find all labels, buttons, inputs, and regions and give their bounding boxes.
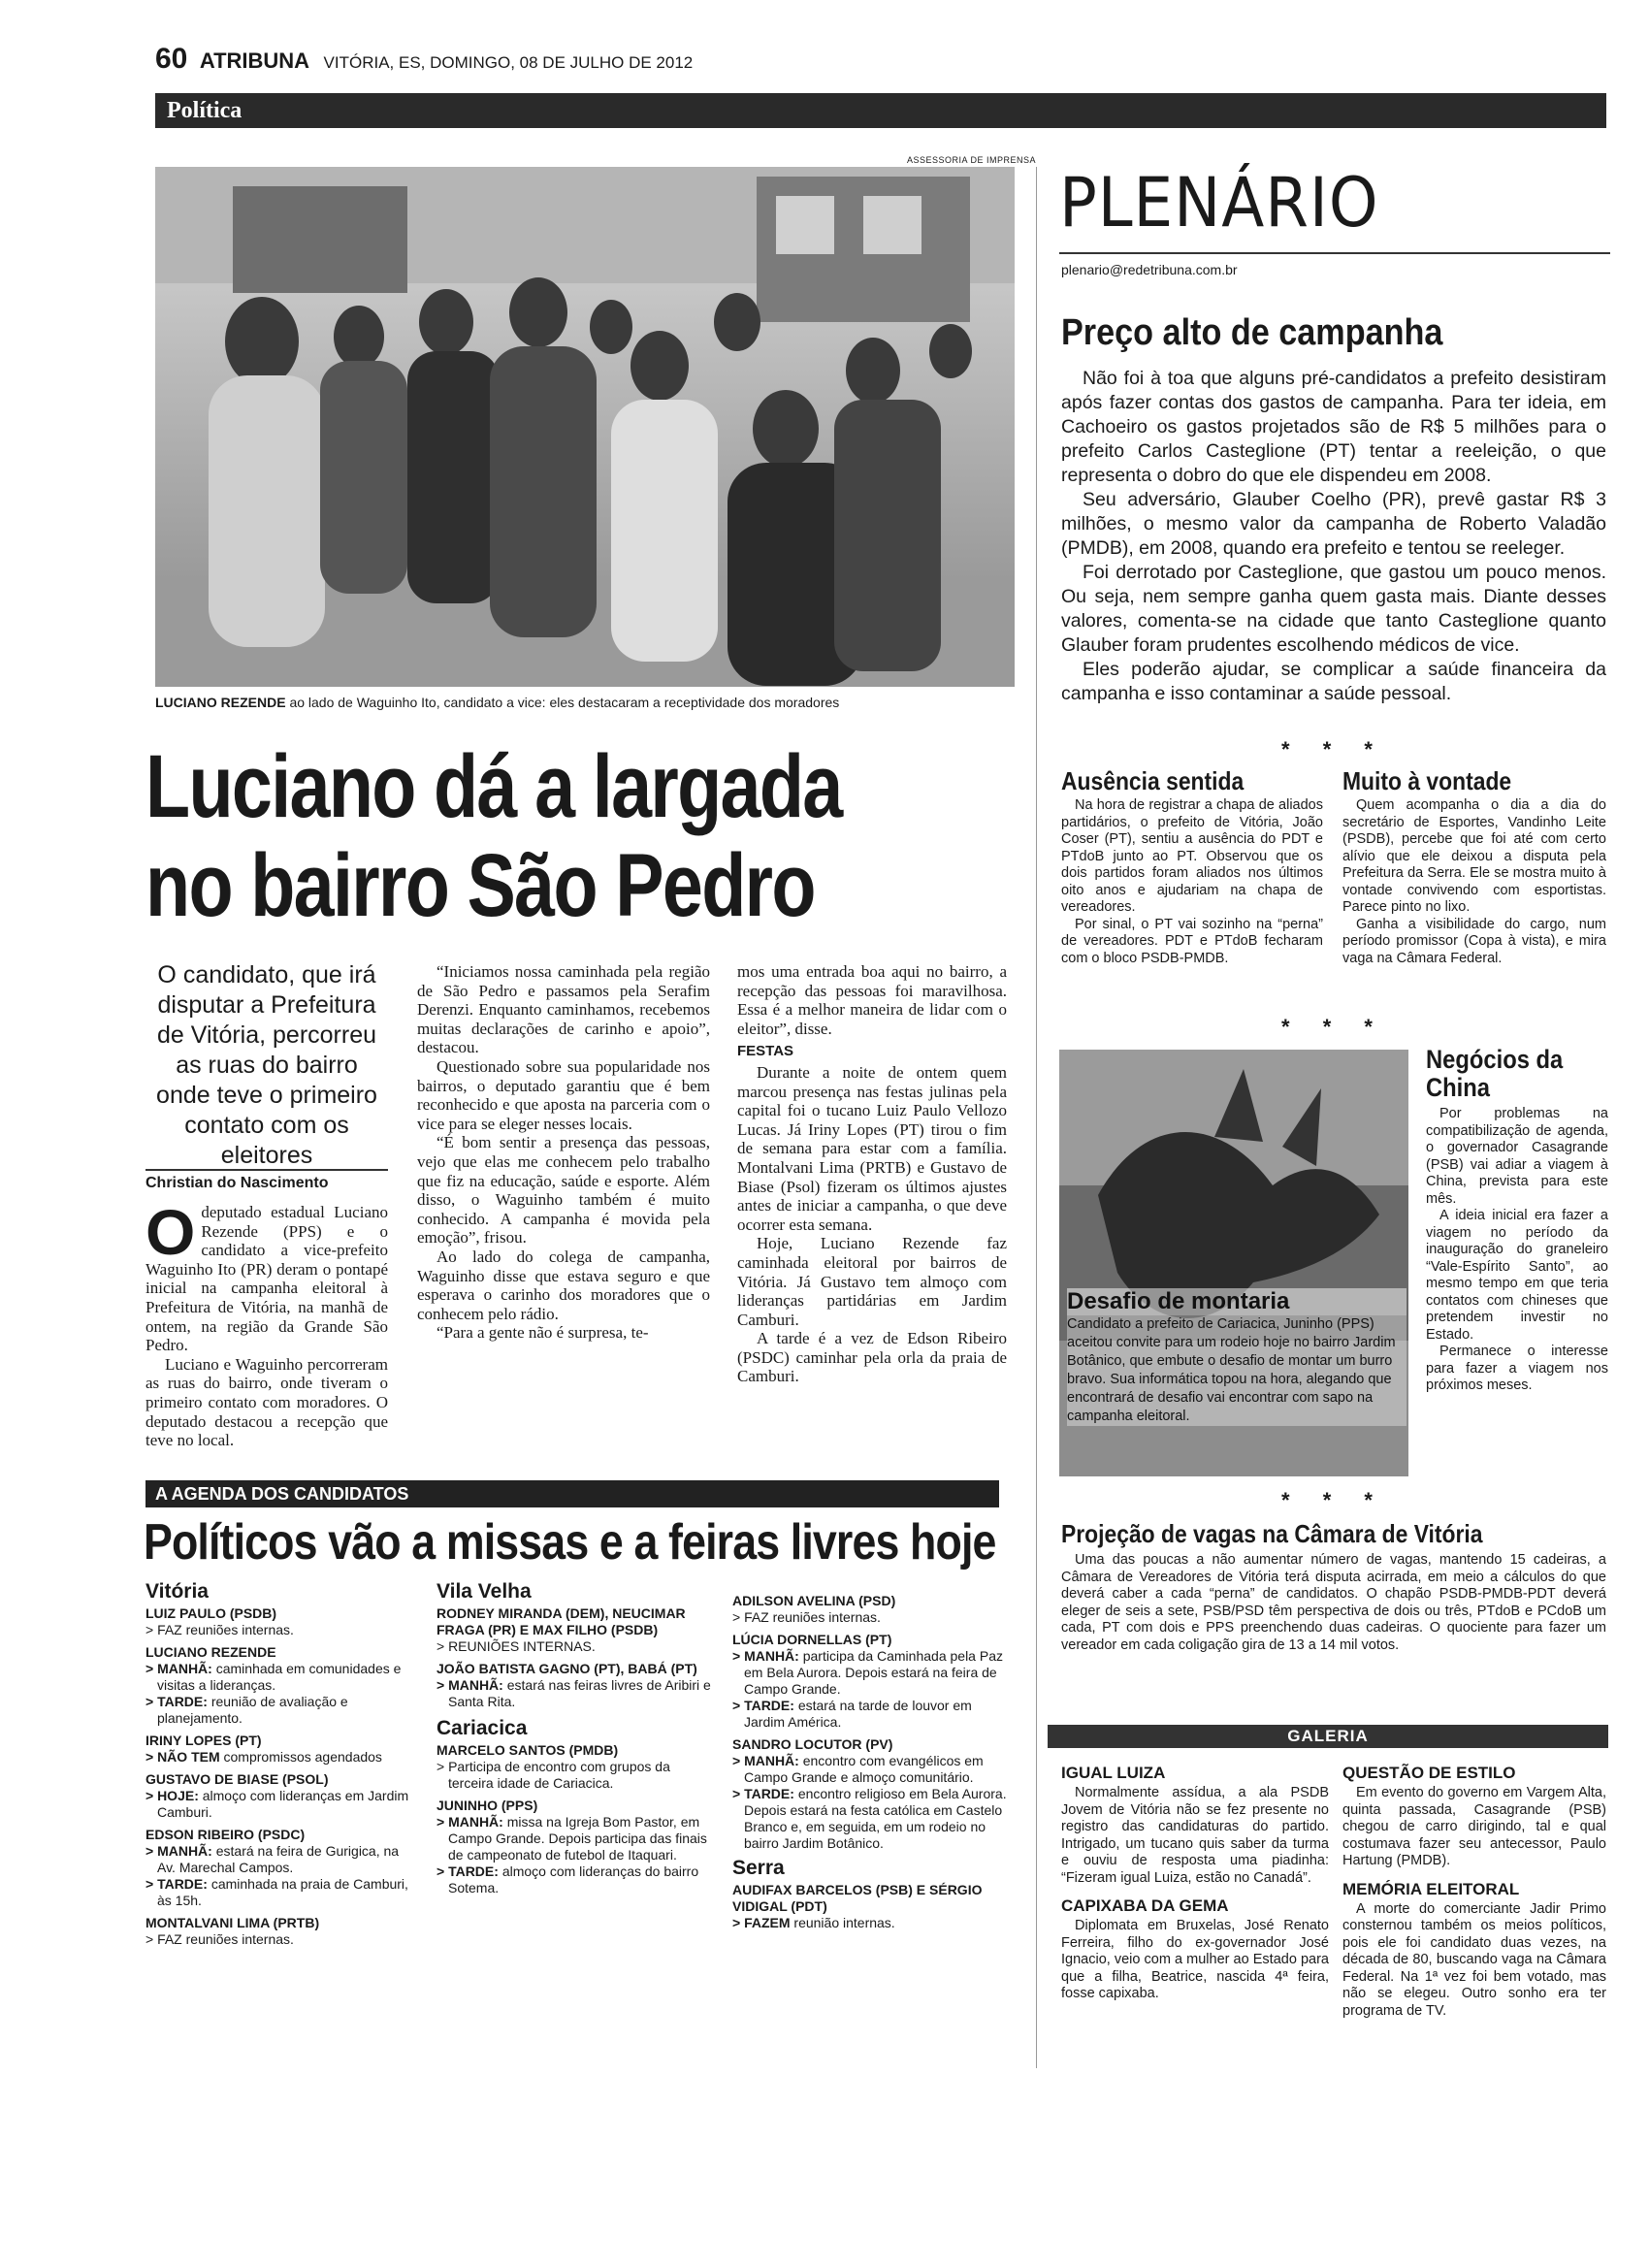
candidate-name: MARCELO SANTOS (PMDB) — [436, 1742, 619, 1758]
article-column-2 — [417, 962, 710, 1343]
galeria-bar-label: GALERIA — [1287, 1727, 1369, 1745]
agenda-item: > Participa de encontro com grupos da terceira idade de Cariacica. — [436, 1759, 670, 1791]
page-header — [155, 43, 1610, 81]
note-paragraph: Por problemas na compatibilização de agenda, o governador Casagrande (PSB) vai adiar a viagem à China, prevista para este mês. — [1426, 1106, 1608, 1207]
muito-body — [1342, 797, 1606, 967]
galeria-item-heading: QUESTÃO DE ESTILO — [1342, 1764, 1516, 1782]
plenario-email: plenario@redetribuna.com.br — [1061, 262, 1238, 277]
plenario-rule — [1059, 252, 1610, 254]
galeria-item-body: Normalmente assídua, a ala PSDB Jovem de Vitória não se fez presente no registro das candidaturas do partido. Intrigado, um tucano quis saber da turma e ouviu de resposta uma piadinha: “Fizeram igual Luiza, estão no Canadá”. — [1061, 1785, 1329, 1886]
article-headline — [146, 737, 861, 935]
agenda-item: > NÃO TEM compromissos agendados — [146, 1749, 382, 1765]
article-paragraph: Luciano e Waguinho percorreram as ruas do bairro, onde tiveram o primeiro contato com moradores. O deputado destacou a recepção que teve no local. — [146, 1354, 388, 1450]
note-paragraph: Ganha a visibilidade do cargo, num período promissor (Copa à vista), e mira vaga na Câmara Federal. — [1342, 916, 1606, 966]
candidate-name: IRINY LOPES (PT) — [146, 1733, 262, 1748]
photo-credit: ASSESSORIA DE IMPRENSA — [907, 155, 1037, 165]
agenda-item: > MANHÃ: encontro com evangélicos em Campo Grande e almoço comunitário. — [732, 1753, 984, 1785]
separator-stars: * * * — [1281, 1488, 1386, 1512]
agenda-item: > TARDE: encontro religioso em Bela Aurora. Depois estará na festa católica em Castelo Branco e, em seguida, em um rodeio no bairro Jardim Botânico. — [732, 1786, 1007, 1851]
separator-stars: * * * — [1281, 737, 1386, 761]
column-divider — [1036, 167, 1037, 2068]
projecao-body — [1061, 1552, 1606, 1654]
agenda-item: > FAZ reuniões internas. — [146, 1931, 294, 1947]
negocios-headline: Negócios da China — [1426, 1045, 1564, 1102]
rodeo-photo-text: Candidato a prefeito de Cariacica, Juninho (PPS) aceitou convite para um rodeio hoje no bairro Jardim Botânico, que embute o desafio de montar um burro bravo. Sua informática topou na hora, alegando que encontrará de desafio vai encontrar com sapo na campanha eleitoral. — [1067, 1315, 1406, 1426]
candidate-name: JUNINHO (PPS) — [436, 1798, 538, 1813]
article-paragraph: A tarde é a vez de Edson Ribeiro (PSDC) caminhar pela orla da praia de Camburi. — [737, 1329, 1007, 1386]
headline-line-1: Luciano dá a largada — [146, 737, 842, 836]
agenda-item: > TARDE: caminhada na praia de Camburi, às 15h. — [146, 1876, 408, 1908]
candidate-name: MONTALVANI LIMA (PRTB) — [146, 1915, 320, 1930]
caption-text: ao lado de Waguinho Ito, candidato a vice: eles destacaram a receptividade dos moradores — [289, 695, 840, 710]
agenda-item: > MANHÃ: participa da Caminhada pela Paz em Bela Aurora. Depois estará na feira de Campo Grande. — [732, 1648, 1003, 1697]
article-paragraph: “É bom sentir a presença das pessoas, vejo que elas me conhecem pelo trabalho que fiz na educação, saúde e esporte. Além disso, o Waguinho também é muito conhecido. A campanha é movida pela emoção”, frisou. — [417, 1133, 710, 1247]
section-title: Política — [167, 98, 242, 123]
page-number: 60 — [155, 43, 188, 75]
note-paragraph: Permanece o interesse para fazer a viagem nos próximos meses. — [1426, 1344, 1608, 1393]
galeria-item-body: A morte do comerciante Jadir Primo consternou também os meios políticos, pois ele foi candidato duas vezes, na década de 80, buscando vaga na Câmara Federal. Na 1ª vez foi bem votado, mas não se elegeu. Outro sonho era ter programa de TV. — [1342, 1900, 1606, 2019]
article-paragraph: Hoje, Luciano Rezende faz caminhada eleitoral por bairros de Vitória. Já Gustavo tem almoço com lideranças partidárias em Jardim Camburi. — [737, 1234, 1007, 1329]
galeria-item-heading: CAPIXABA DA GEMA — [1061, 1896, 1229, 1915]
agenda-item: > TARDE: estará na tarde de louvor em Jardim América. — [732, 1698, 972, 1730]
candidate-name: EDSON RIBEIRO (PSDC) — [146, 1827, 306, 1842]
drop-cap: O — [146, 1196, 196, 1268]
galeria-column-2 — [1342, 1758, 1606, 2020]
projecao-headline: Projeção de vagas na Câmara de Vitória — [1061, 1519, 1483, 1548]
dateline: VITÓRIA, ES, DOMINGO, 08 DE JULHO DE 2012 — [323, 53, 694, 72]
section-bar — [155, 93, 1606, 128]
agenda-bar-label: A AGENDA DOS CANDIDATOS — [155, 1484, 409, 1504]
candidate-name: LÚCIA DORNELLAS (PT) — [732, 1632, 892, 1647]
negocios-body — [1426, 1106, 1608, 1395]
agenda-item: > FAZ reuniões internas. — [732, 1609, 881, 1625]
galeria-column-1 — [1061, 1758, 1329, 2003]
article-paragraph: Durante a noite de ontem quem marcou presença nas festas julinas pela capital foi o tucano Luiz Paulo Vellozo Lucas. Já Iriny Lopes (PT) tirou o fim de semana para estar com a família. Montalvani Lima (PRTB) e Gustavo de Biase (Psol) fizeram os últimos ajustes antes de iniciar a campanha, o que deve ocorrer esta semana. — [737, 1062, 1007, 1234]
masthead: ATRIBUNA — [199, 49, 310, 73]
article-byline: Christian do Nascimento — [146, 1169, 388, 1192]
candidate-name: GUSTAVO DE BIASE (PSOL) — [146, 1771, 329, 1787]
agenda-item: > MANHÃ: caminhada em comunidades e visitas a lideranças. — [146, 1661, 402, 1693]
photo-caption — [155, 695, 1028, 710]
negocios-china-note — [1426, 1046, 1608, 1395]
agenda-item: > HOJE: almoço com lideranças em Jardim Camburi. — [146, 1788, 409, 1820]
note-paragraph: Por sinal, o PT vai sozinho na “perna” de vereadores. PDT e PTdoB fecharam com o bloco PSDB-PMDB. — [1061, 916, 1323, 966]
candidate-name: LUIZ PAULO (PSDB) — [146, 1605, 277, 1621]
article-paragraph: “Iniciamos nossa caminhada pela região de São Pedro e passamos pela Serafim Derenzi. Enquanto caminhamos, recebemos muitas declarações de carinho e apoio”, destacou. — [417, 962, 710, 1057]
city-heading: Serra — [732, 1857, 785, 1879]
agenda-item: > REUNIÕES INTERNAS. — [436, 1638, 596, 1654]
note-paragraph: Quem acompanha o dia a dia do secretário de Esportes, Vandinho Leite (PSDB), percebe que foi até com certo alívio que ele deixou a disputa pela Prefeitura da Serra. Ele se mostra muito à vontade convivendo com esportistas. Parece pinto no lixo. — [1342, 797, 1606, 915]
city-heading: Cariacica — [436, 1717, 528, 1739]
agenda-item: > TARDE: almoço com lideranças do bairro Sotema. — [436, 1863, 699, 1895]
rodeo-photo-caption — [1067, 1288, 1406, 1426]
note-paragraph: A ideia inicial era fazer a viagem no período da inauguração do graneleiro “Vale-Espírito Santo”, ao mesmo tempo em que teria contatos com chineses que pretendem investir no Estado. — [1426, 1208, 1608, 1343]
plenario-title: PLENÁRIO — [1059, 163, 1379, 243]
ausencia-headline: Ausência sentida — [1061, 766, 1245, 795]
rodeo-photo-title: Desafio de montaria — [1067, 1288, 1406, 1315]
article-paragraph: mos uma entrada boa aqui no bairro, a recepção das pessoas foi maravilhosa. Essa é a melhor maneira de lidar com o eleitor”, disse. — [737, 962, 1007, 1038]
agenda-item: > FAZEM reunião internas. — [732, 1915, 895, 1930]
city-heading: Vitória — [146, 1580, 209, 1603]
agenda-item: > MANHÃ: estará na feira de Gurigica, na Av. Marechal Campos. — [146, 1843, 400, 1875]
candidate-name: LUCIANO REZENDE — [146, 1644, 276, 1660]
plenario-main-headline: Preço alto de campanha — [1061, 312, 1443, 353]
muito-headline: Muito à vontade — [1342, 766, 1512, 795]
article-paragraph: Ao lado do colega de campanha, Waguinho disse que estava seguro e que esperava o carinho dos moradores que o conhecem pelo rádio. — [417, 1247, 710, 1323]
candidate-name: SANDRO LOCUTOR (PV) — [732, 1736, 893, 1752]
separator-stars: * * * — [1281, 1015, 1386, 1039]
article-paragraph: Questionado sobre sua popularidade nos bairros, o deputado garantiu que é bem reconhecido e que aposta na parceria com o vice para se eleger nesses locais. — [417, 1056, 710, 1133]
city-heading: Vila Velha — [436, 1580, 532, 1603]
note-paragraph: Na hora de registrar a chapa de aliados partidários, o prefeito de Vitória, João Coser (PT), sentiu a ausência do PDT e PTdoB junto ao PT. Observou que os dois partidos foram aliados nos últimos oito anos e ajudariam na chapa de vereadores. — [1061, 797, 1323, 915]
article-paragraph: “Para a gente não é surpresa, te- — [436, 1323, 649, 1343]
plenario-paragraph: Foi derrotado por Casteglione, que gastou um pouco menos. Ou seja, nem sempre ganha quem gasta mais. Diante desses valores, comenta-se na cidade que tanto Casteglione quanto Glauber foram prudentes escolhendo médicos de vice. — [1061, 562, 1606, 656]
candidate-name: ADILSON AVELINA (PSD) — [732, 1593, 896, 1608]
article-paragraph: deputado estadual Luciano Rezende (PPS) e o candidato a vice-prefeito Waguinho Ito (PR) deram o pontapé inicial na campanha eleitoral à Prefeitura de Vitória, na manhã de ontem, na região da Grande São Pedro. — [146, 1203, 388, 1355]
galeria-item-body: Em evento do governo em Vargem Alta, quinta passada, Casagrande (PSB) chegou de carro dirigindo, tal e qual costumava fazer seu antecessor, Paulo Hartung (PMDB). — [1342, 1785, 1606, 1868]
agenda-item: > MANHÃ: estará nas feiras livres de Aribiri e Santa Rita. — [436, 1677, 711, 1709]
headline-line-2: no bairro São Pedro — [146, 836, 815, 935]
plenario-paragraph: Seu adversário, Glauber Coelho (PR), prevê gastar R$ 3 milhões, o mesmo valor da campanha de Roberto Valadão (PMDB), em 2008, quando era prefeito e tentou se reeleger. — [1061, 489, 1606, 559]
agenda-headline: Políticos vão a missas e a feiras livres hoje — [144, 1514, 996, 1571]
plenario-paragraph: Eles poderão ajudar, se complicar a saúde financeira da campanha e isso contaminar a saúde pessoal. — [1061, 659, 1606, 704]
ausencia-body — [1061, 797, 1323, 967]
galeria-bar — [1048, 1725, 1608, 1748]
agenda-column-vilavelha-cariacica — [436, 1579, 713, 1896]
agenda-column-3 — [732, 1587, 1009, 1931]
agenda-item: > FAZ reuniões internas. — [146, 1622, 294, 1637]
candidate-name: JOÃO BATISTA GAGNO (PT), BABÁ (PT) — [436, 1661, 697, 1676]
agenda-item: > TARDE: reunião de avaliação e planejamento. — [146, 1694, 348, 1726]
note-paragraph: Uma das poucas a não aumentar número de vagas, mantendo 15 cadeiras, a Câmara de Vereadores de Vitória terá disputa acirrada, em meio a cálculos do que deverá caber a cada “perna” de candidatos. O chapão PSDB-PMDB-PDT deverá eleger de seis a sete, PSB/PSD têm perspectiva de dois ou três, PTdoB e PCdoB um cada, PT com dois e PPS preenchendo duas cadeiras. O quociente para fazer um vereador em cada coligação gira de 13 a 14 mil votos. — [1061, 1552, 1606, 1653]
article-lede: O candidato, que irá disputar a Prefeitura de Vitória, percorreu as ruas do bairro onde teve o primeiro contato com os eleitores — [156, 961, 377, 1169]
plenario-main-body — [1061, 367, 1606, 706]
agenda-item: > MANHÃ: missa na Igreja Bom Pastor, em Campo Grande. Depois participa das finais de campeonato de futebol de Itaquari. — [436, 1814, 707, 1863]
galeria-item-body: Diplomata em Bruxelas, José Renato Ferreira, filho do ex-governador José Ignacio, veio com a mulher ao Estado para que a filha, Beatrice, nascida 4ª feira, fosse capixaba. — [1061, 1918, 1329, 2001]
article-subhead: FESTAS — [737, 1043, 794, 1060]
caption-name: LUCIANO REZENDE — [155, 695, 286, 710]
campaign-photo — [155, 167, 1015, 687]
agenda-bar — [146, 1480, 999, 1507]
article-column-3 — [737, 962, 1007, 1386]
agenda-column-vitoria — [146, 1579, 417, 1948]
candidate-name: AUDIFAX BARCELOS (PSB) E SÉRGIO VIDIGAL (PDT) — [732, 1882, 983, 1914]
galeria-item-heading: MEMÓRIA ELEITORAL — [1342, 1879, 1520, 1898]
candidate-name: RODNEY MIRANDA (DEM), NEUCIMAR FRAGA (PR) E MAX FILHO (PSDB) — [436, 1605, 686, 1637]
galeria-item-heading: IGUAL LUIZA — [1061, 1764, 1166, 1782]
article-column-1 — [146, 1196, 388, 1450]
plenario-paragraph: Não foi à toa que alguns pré-candidatos a prefeito desistiram após fazer contas dos gastos de campanha. Para ter ideia, em Cachoeiro os gastos projetados são de R$ 5 milhões para o prefeito Carlos Casteglione (PT) tentar a reeleição, o que representa o dobro do que ele dispendeu em 2008. — [1061, 368, 1606, 486]
